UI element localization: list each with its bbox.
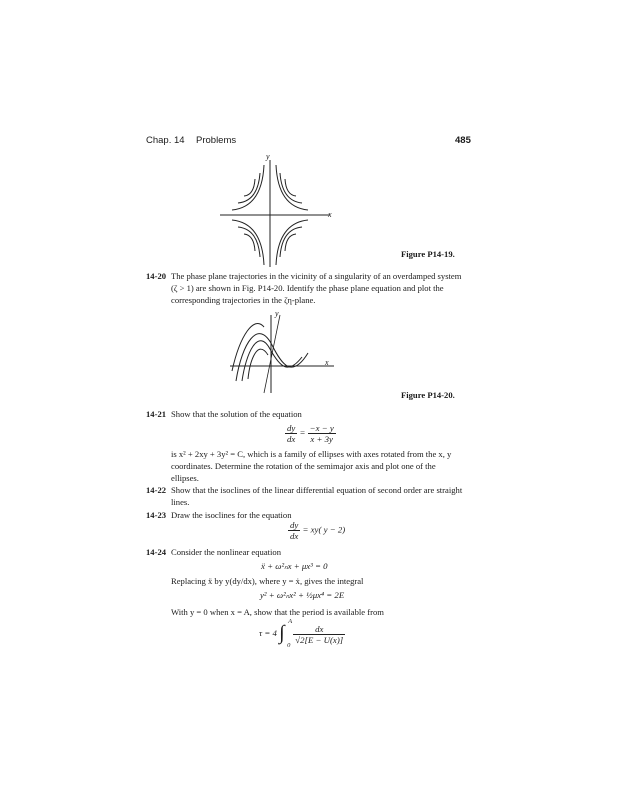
- problem-14-24-line2: Replacing ẍ by y(dy/dx), where y = ẋ, gives the integral: [171, 576, 364, 586]
- figure-p14-20: [228, 313, 338, 395]
- eq3-lhs: τ = 4: [259, 628, 277, 639]
- equation-14-23: [288, 520, 345, 541]
- eq-dx: dx: [290, 531, 299, 541]
- problem-14-22-line2: lines.: [171, 497, 190, 507]
- problem-14-24-line1: Consider the nonlinear equation: [171, 547, 282, 557]
- equation-14-24-2: y² + ω²ₙx² + ½μx⁴ = 2E: [260, 590, 345, 600]
- section-label: Problems: [196, 135, 237, 146]
- fig1-y-label: y: [266, 152, 270, 161]
- problem-14-20-line3: corresponding trajectories in the ζη-plane.: [171, 295, 316, 305]
- eq-dy: dy: [290, 520, 299, 530]
- figure-caption-p14-19: Figure P14-19.: [401, 249, 455, 259]
- eq3-upper-limit: A: [288, 618, 293, 625]
- eq-rhs-num: −x − y: [309, 423, 334, 433]
- fig2-x-label: x: [325, 358, 329, 367]
- eq3-lower-limit: 0: [287, 642, 291, 649]
- equation-14-24-1: ẍ + ω²ₙx + μx³ = 0: [261, 561, 328, 571]
- eq-equals: =: [299, 427, 306, 438]
- figure-p14-19: [220, 155, 340, 270]
- fig2-y-label: y: [275, 309, 279, 318]
- equation-14-21: [285, 423, 336, 444]
- problem-14-21-intro: Show that the solution of the equation: [171, 409, 302, 419]
- eq-rhs: = xy( y − 2): [302, 524, 346, 535]
- page-number: 485: [455, 135, 471, 146]
- eq3-den: √2[E − U(x)]: [295, 634, 344, 645]
- eq3-num: dx: [293, 624, 345, 635]
- problem-number-14-22: 14-22: [146, 485, 167, 495]
- problem-14-21-line2: is x² + 2xy + 3y² = C, which is a family of ellipses with axes rotated from the x, y: [171, 449, 452, 459]
- equation-14-24-3: [259, 620, 345, 648]
- problem-14-24-line3: With y = 0 when x = A, show that the period is available from: [171, 607, 384, 617]
- problem-number-14-21: 14-21: [146, 409, 167, 419]
- eq-dx: dx: [287, 434, 296, 444]
- fig1-x-label: x: [328, 210, 332, 219]
- problem-14-21-line4: ellipses.: [171, 473, 199, 483]
- figure-caption-p14-20: Figure P14-20.: [401, 390, 455, 400]
- chapter-label: Chap. 14: [146, 135, 185, 146]
- problem-14-20-line1: The phase plane trajectories in the vicinity of a singularity of an overdamped system: [171, 271, 462, 281]
- problem-14-21-line3: coordinates. Determine the rotation of the semimajor axis and plot one of the: [171, 461, 436, 471]
- eq-dy: dy: [287, 423, 296, 433]
- problem-14-22-line1: Show that the isoclines of the linear differential equation of second order are straight: [171, 485, 463, 495]
- problem-number-14-20: 14-20: [146, 271, 167, 281]
- problem-number-14-23: 14-23: [146, 510, 167, 520]
- problem-number-14-24: 14-24: [146, 547, 167, 557]
- integral-sign: ∫ A 0: [279, 618, 293, 649]
- problem-14-20-line2: (ζ > 1) are shown in Fig. P14-20. Identify the phase plane equation and plot the: [171, 283, 444, 293]
- eq-rhs-den: x + 3y: [310, 434, 333, 444]
- problem-14-23-line1: Draw the isoclines for the equation: [171, 510, 292, 520]
